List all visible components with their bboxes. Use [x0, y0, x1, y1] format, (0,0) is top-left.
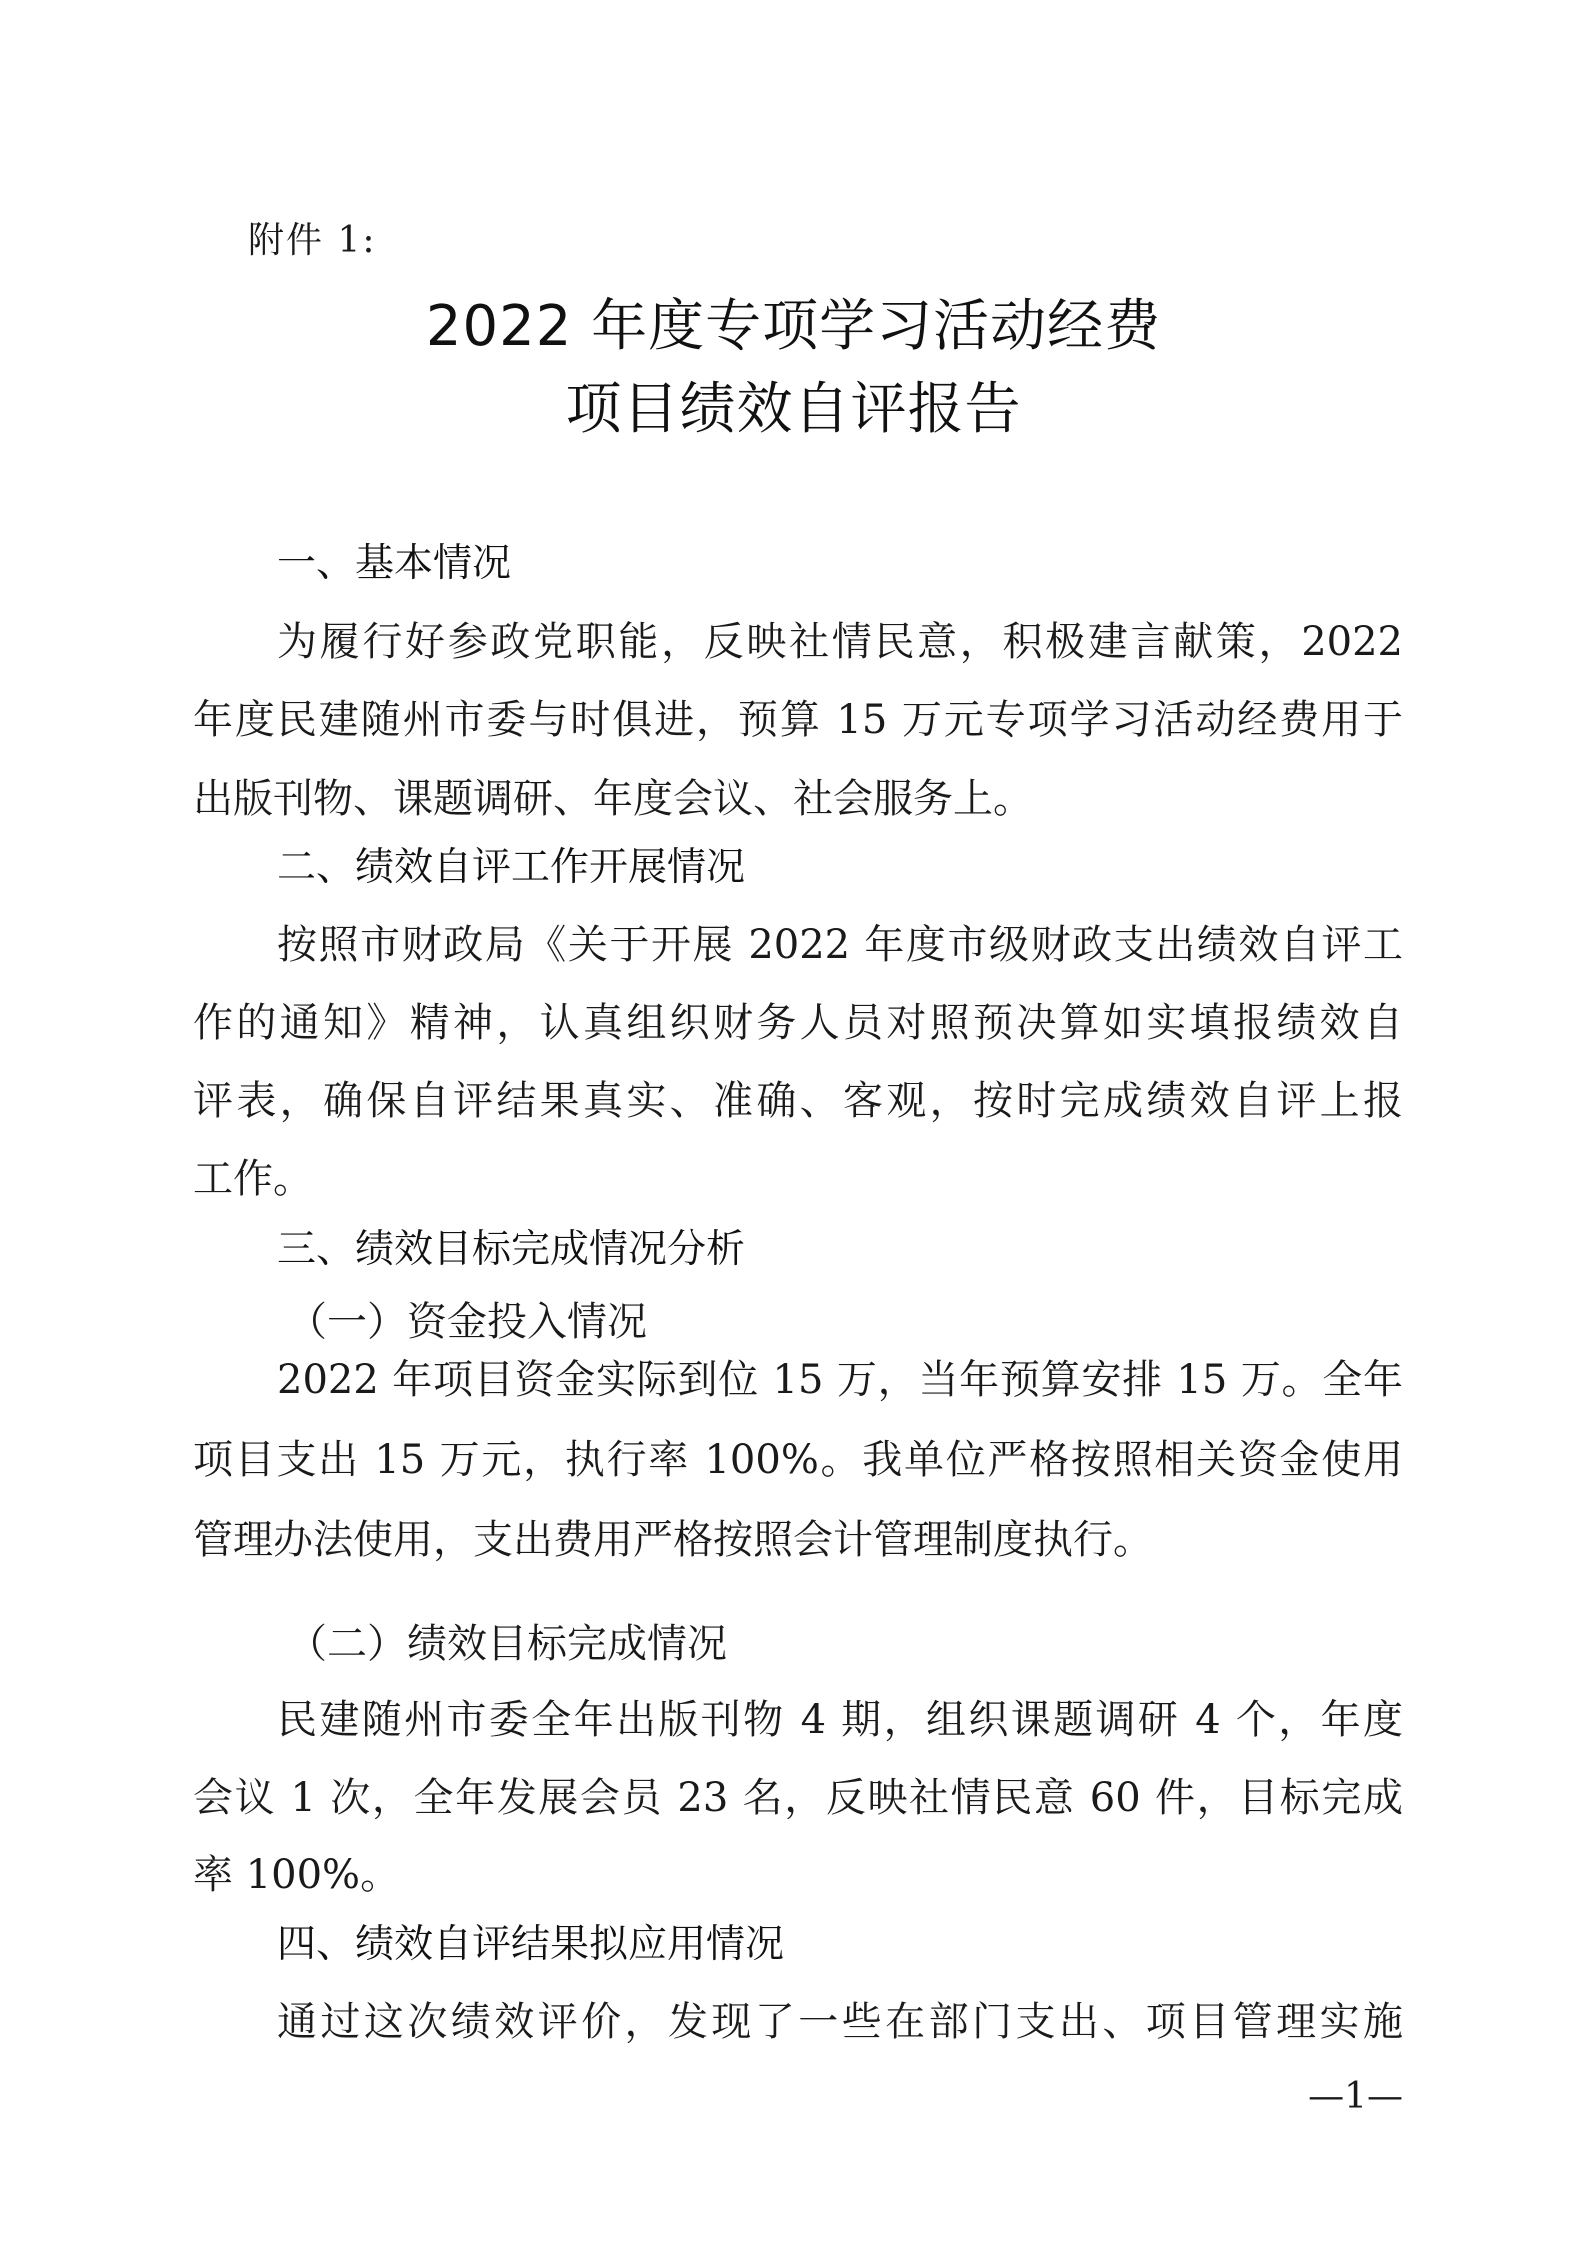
section-1-heading: 一、基本情况 — [277, 541, 512, 586]
paragraph-line: 工作。 — [193, 1156, 313, 1202]
paragraph-line: 项目支出 15 万元，执行率 100%。我单位严格按照相关资金使用 — [193, 1437, 1403, 1483]
paragraph-line: 2022 年项目资金实际到位 15 万，当年预算安排 15 万。全年 — [277, 1357, 1403, 1403]
paragraph-line: 年度民建随州市委与时俱进，预算 15 万元专项学习活动经费用于 — [193, 697, 1403, 743]
page-number: —1— — [1308, 2076, 1403, 2117]
section-4-heading: 四、绩效自评结果拟应用情况 — [277, 1922, 785, 1967]
paragraph-line: 民建随州市委全年出版刊物 4 期，组织课题调研 4 个，年度 — [277, 1697, 1403, 1743]
paragraph-line: 作的通知》精神，认真组织财务人员对照预决算如实填报绩效自 — [193, 1000, 1403, 1046]
paragraph-line: 按照市财政局《关于开展 2022 年度市级财政支出绩效自评工 — [277, 922, 1403, 968]
section-2-heading: 二、绩效自评工作开展情况 — [277, 845, 746, 890]
paragraph-line: 为履行好参政党职能，反映社情民意，积极建言献策，2022 — [277, 619, 1403, 665]
paragraph-line: 管理办法使用，支出费用严格按照会计管理制度执行。 — [193, 1517, 1153, 1563]
report-title-line-2: 项目绩效自评报告 — [565, 377, 1022, 442]
subsection-2-heading: （二）绩效目标完成情况 — [287, 1621, 727, 1667]
report-title-line-1: 2022 年度专项学习活动经费 — [425, 294, 1162, 359]
section-3-heading: 三、绩效目标完成情况分析 — [277, 1227, 746, 1272]
subsection-1-heading: （一）资金投入情况 — [287, 1299, 647, 1345]
paragraph-line: 会议 1 次，全年发展会员 23 名，反映社情民意 60 件，目标完成 — [193, 1775, 1403, 1821]
paragraph-line: 通过这次绩效评价，发现了一些在部门支出、项目管理实施 — [277, 1999, 1403, 2045]
paragraph-line: 出版刊物、课题调研、年度会议、社会服务上。 — [193, 776, 1033, 822]
attachment-label: 附件 1: — [248, 220, 377, 261]
paragraph-line: 率 100%。 — [193, 1852, 401, 1898]
paragraph-line: 评表，确保自评结果真实、准确、客观，按时完成绩效自评上报 — [193, 1078, 1403, 1124]
